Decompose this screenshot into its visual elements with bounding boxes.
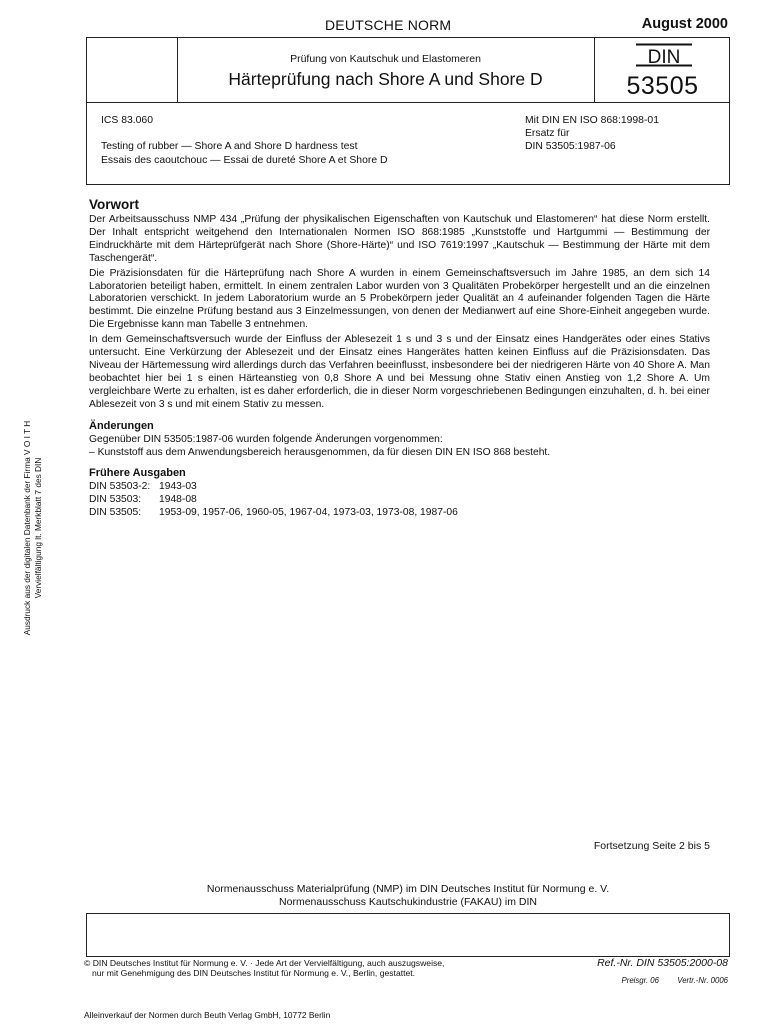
din-logo	[635, 43, 693, 67]
price-group: Preisgr. 06	[621, 976, 659, 985]
norm-kind-label: DEUTSCHE NORM	[325, 17, 452, 33]
title-french: Essais des caoutchouc — Essai de dureté Shore A et Shore D	[101, 155, 388, 166]
copyright-notice	[84, 958, 444, 978]
edition-label: DIN 53503:	[89, 493, 142, 505]
edition-label: DIN 53503-2:	[89, 480, 151, 492]
foreword-paragraph-3: In dem Gemeinschaftsversuch wurde der Einfluss der Ablesezeit 1 s und 3 s und der Einsatz eines Handgerätes oder eines Stativs untersucht. Eine Verkürzung der Ablesezeit und der Einsatz eines Hangerätes hatten keinen Einfluss auf die Präzisionsdaten. Das Niveau der Härtemessung wird allerdings durch das Verfahren beeinflusst, insbesondere bei der niedrigeren Härte von 40 Shore A. Man beobachtet hier bei 1 s einen Härteanstieg von 0,8 Shore A und bei Messung ohne Stativ einen Anstieg von 1,2 Shore A. Um vergleichbare Werte zu erhalten, ist es daher erforderlich, die in dieser Norm vorgeschriebenen Bedingungen einzuhalten, d. h. bei einer Ablesezeit von 3 s und mit einem Stativ zu messen.	[89, 334, 710, 410]
supersedes-line-3: DIN 53505:1987-06	[525, 141, 616, 152]
header-number-cell	[594, 38, 730, 102]
document-subtitle: Prüfung von Kautschuk und Elastomeren	[290, 53, 481, 65]
reference-number: Ref.-Nr. DIN 53505:2000-08	[597, 957, 728, 969]
copyright-line-1: © DIN Deutsches Institut für Normung e. V. · Jede Art der Vervielfältigung, auch auszugsweise,	[84, 958, 445, 968]
edition-row	[89, 493, 710, 506]
committee-line-2: Normenausschuss Kautschukindustrie (FAKAU) im DIN	[279, 896, 537, 908]
header-title-cell	[177, 38, 594, 102]
edition-row	[89, 506, 710, 519]
changes-intro: Gegenüber DIN 53505:1987-06 wurden folgende Änderungen vorgenommen:	[89, 433, 443, 445]
edition-label: DIN 53505:	[89, 506, 142, 518]
supersedes-line-1: Mit DIN EN ISO 868:1998-01	[525, 115, 659, 126]
foreword-heading: Vorwort	[89, 197, 139, 212]
edition-dates: 1943-03	[159, 480, 197, 492]
edition-row	[89, 480, 710, 493]
price-info	[622, 976, 728, 985]
side-print-note	[22, 398, 43, 658]
supersedes-line-2: Ersatz für	[525, 128, 570, 139]
continuation-note: Fortsetzung Seite 2 bis 5	[593, 840, 710, 852]
header-frame	[86, 37, 730, 103]
committee-line-1: Normenausschuss Materialprüfung (NMP) im DIN Deutsches Institut für Normung e. V.	[206, 883, 610, 895]
title-english: Testing of rubber — Shore A and Shore D hardness test	[101, 141, 358, 152]
norm-date: August 2000	[641, 16, 728, 32]
title-block	[86, 103, 730, 185]
standard-number: 53505	[626, 72, 699, 100]
foreword-paragraph-1: Der Arbeitsausschuss NMP 434 „Prüfung der physikalischen Eigenschaften von Kautschuk und Elastomeren“ hat diese Norm erstellt. Der Inhalt entspricht weitgehend den Internationalen Normen ISO 868:1985 „Kunststoffe und Hartgummi — Bestimmung der Eindruckhärte mit dem Härteprüfgerät nach Shore (Shore-Härte)“ und ISO 7619:1997 „Kautschuk — Bestimmung der Härte mit dem Taschengerät“.	[89, 214, 710, 264]
editions-heading: Frühere Ausgaben	[89, 466, 186, 479]
committee-block	[86, 883, 730, 909]
sales-notice: Alleinverkauf der Normen durch Beuth Verlag GmbH, 10772 Berlin	[84, 1010, 331, 1020]
foreword-paragraph-2: Die Präzisionsdaten für die Härteprüfung nach Shore A wurden in einem Gemeinschaftsversuch im Jahre 1985, an dem sich 14 Laboratorien beteiligt haben, ermittelt. In einem zentralen Labor wurden von 3 Qualitäten Probekörper hergestellt und an die einzelnen Laboratorien verschickt. In jedem Laboratorium wurde an 5 Probekörpern jeder Qualität an 4 aufeinander folgenden Tagen die Härte bestimmt. Die einzelne Prüfung bestand aus 3 Einzelmessungen, von denen der Medianwert auf eine Shore-Einheit angegeben wurde. Die Ergebnisse kann man Tabelle 3 entnehmen.	[89, 267, 710, 331]
copyright-line-2: nur mit Genehmigung des DIN Deutsches Institut für Normung e. V., Berlin, gestattet.	[92, 968, 416, 978]
bottom-frame	[86, 913, 730, 956]
ics-code: ICS 83.060	[101, 115, 153, 126]
edition-dates: 1953-09, 1957-06, 1960-05, 1967-04, 1973-03, 1973-08, 1987-06	[159, 506, 458, 518]
din-logo-text: DIN	[647, 47, 681, 67]
sales-number: Vertr.-Nr. 0006	[677, 976, 728, 985]
changes-heading: Änderungen	[89, 419, 154, 432]
side-note-line-2: Vervielfältigung lt. Merkblatt 7 des DIN	[32, 457, 43, 599]
side-note-line-1: Ausdruck aus der digitalen Datenbank der Firma V O I T H	[22, 420, 32, 636]
document-title: Härteprüfung nach Shore A und Shore D	[228, 69, 543, 89]
main-content	[89, 197, 710, 519]
changes-item: – Kunststoff aus dem Anwendungsbereich herausgenommen, da für diesen DIN EN ISO 868 besteht.	[89, 446, 551, 458]
edition-dates: 1948-08	[159, 493, 197, 505]
header-empty-cell	[87, 38, 178, 102]
